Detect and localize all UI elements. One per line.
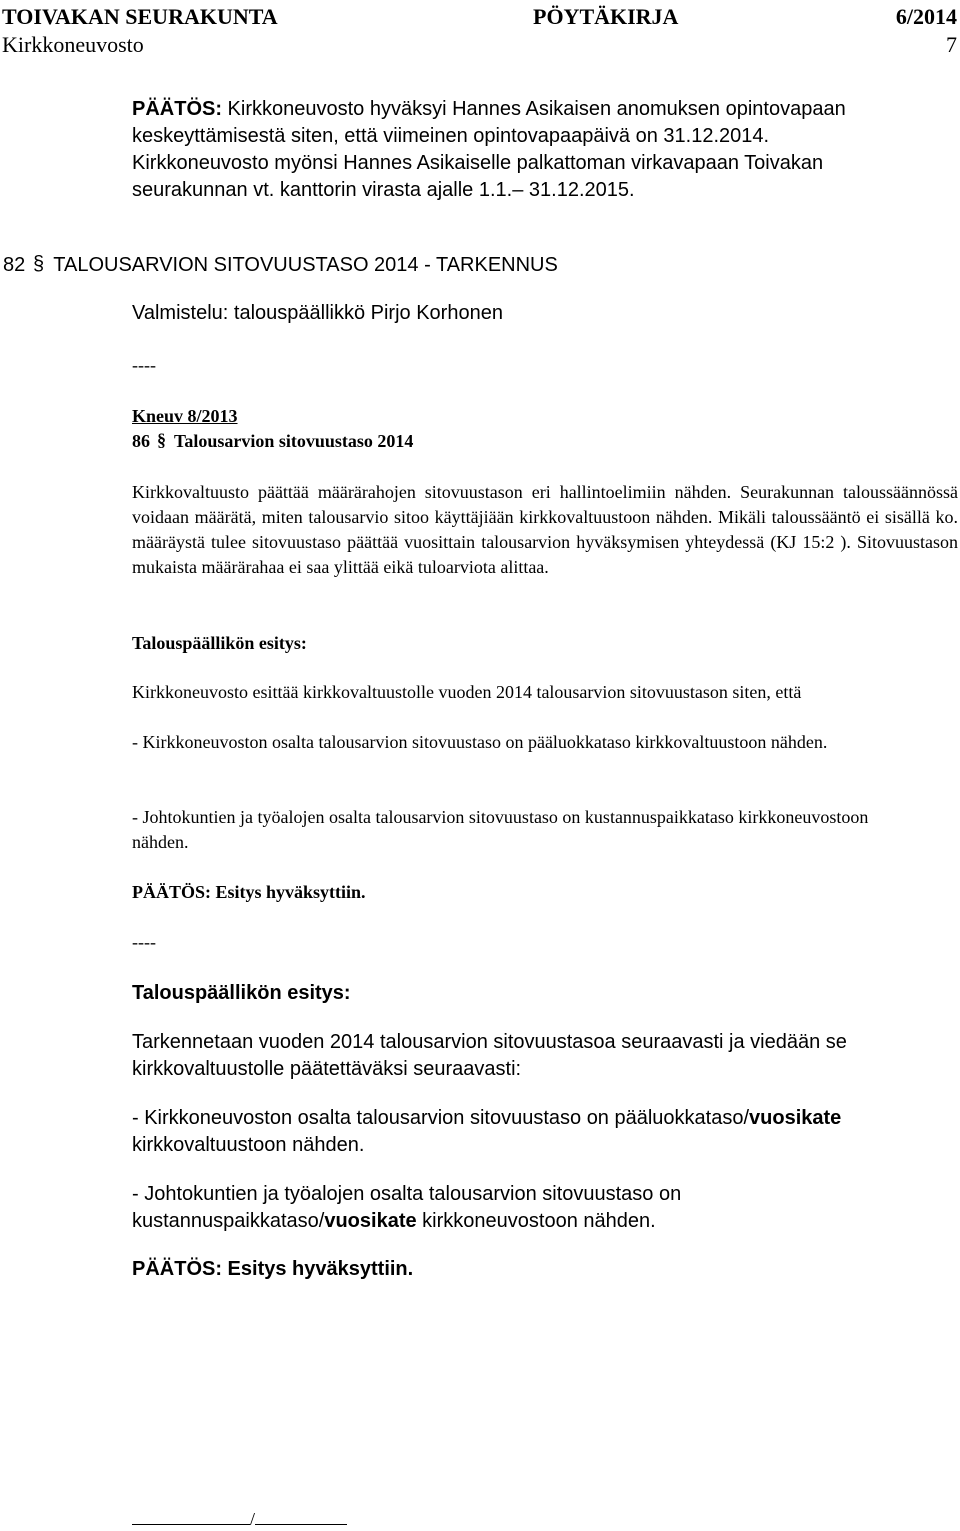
signature-initials-line	[132, 1508, 347, 1529]
proposal-heading-2: Talouspäällikön esitys:	[132, 982, 351, 1004]
separator: ----	[132, 355, 156, 375]
background-paragraph: Kirkkovaltuusto päättää määrärahojen sitovuustason eri hallintoelimiin nähden. Seurakunnan taloussäännössä voidaan määrätä, miten talousarvio sitoo käyttäjiään kirkkovaltuustoon nähden. Mikäli taloussääntö ei sisällä ko. määräystä tulee sitovuustaso päättää vuosittain talousarvion hyväksymisen yhteydessä (KJ 15:2 ). Sitovuustason mukaista määrärahaa ei saa ylittää eikä tuloarviota alittaa.	[132, 482, 958, 577]
proposal-1-item-2: - Johtokuntien ja työalojen osalta talousarvion sitovuustaso on kustannuspaikkataso kirkkoneuvostoon nähden.	[132, 807, 869, 852]
page-header	[0, 4, 960, 60]
decision-1: PÄÄTÖS: Esitys hyväksyttiin.	[132, 882, 366, 902]
proposal-2-intro: Tarkennetaan vuoden 2014 talousarvion sitovuustasoa seuraavasti ja viedään se kirkkovaltuustolle päätettäväksi seuraavasti:	[132, 1031, 847, 1080]
svg-text:§: §	[157, 431, 166, 450]
page-number: 7	[946, 32, 957, 57]
document-type: PÖYTÄKIRJA	[533, 4, 679, 29]
reference-line: Kneuv 8/2013	[132, 406, 238, 426]
proposal-2-item-1: - Kirkkoneuvoston osalta talousarvion sitovuustaso on pääluokkataso/vuosikate kirkkovaltuustoon nähden.	[132, 1107, 842, 1156]
reference-heading	[132, 429, 958, 454]
initials-separator: /	[250, 1509, 256, 1529]
proposal-heading-1: Talouspäällikön esitys:	[132, 633, 307, 653]
reference-title: Talousarvion sitovuustaso 2014	[174, 431, 414, 451]
previous-decision	[132, 96, 902, 204]
svg-text:§: §	[33, 253, 45, 275]
section-title: TALOUSARVION SITOVUUSTASO 2014 - TARKENNUS	[53, 254, 558, 276]
preparation-line: Valmistelu: talouspäällikkö Pirjo Korhonen	[132, 302, 503, 324]
proposal-1-item-1: - Kirkkoneuvoston osalta talousarvion sitovuustaso on pääluokkataso kirkkovaltuustoon nähden.	[132, 732, 828, 752]
reference-number: 86	[132, 431, 150, 451]
section-number: 82	[3, 254, 26, 276]
initials-blank-1	[132, 1508, 250, 1525]
previous-decision-paragraph-1: PÄÄTÖS: Kirkkoneuvosto hyväksyi Hannes Asikaisen anomuksen opintovapaan keskeyttämisestä siten, että viimeinen opintovapaapäivä on 31.12.2014.	[132, 98, 846, 147]
previous-decision-paragraph-2: Kirkkoneuvosto myönsi Hannes Asikaiselle palkattoman virkavapaan Toivakan seurakunnan vt. kanttorin virasta ajalle 1.1.– 31.12.2015.	[132, 152, 824, 201]
proposal-1-intro: Kirkkoneuvosto esittää kirkkovaltuustolle vuoden 2014 talousarvion sitovuustason siten, että	[132, 682, 802, 702]
proposal-2-item-2: - Johtokuntien ja työalojen osalta talousarvion sitovuustaso on kustannuspaikkataso/vuosikate kirkkoneuvostoon nähden.	[132, 1183, 682, 1232]
document-number: 6/2014	[895, 4, 957, 29]
decision-label: PÄÄTÖS:	[132, 98, 222, 120]
section-sign-icon	[32, 253, 46, 275]
initials-blank-2	[255, 1508, 347, 1525]
section-heading	[0, 252, 958, 278]
decision-2: PÄÄTÖS: Esitys hyväksyttiin.	[132, 1258, 414, 1280]
section-sign-icon	[156, 431, 168, 451]
body-name: Kirkkoneuvosto	[2, 32, 144, 57]
separator: ----	[132, 932, 156, 952]
organization-name: TOIVAKAN SEURAKUNTA	[2, 4, 278, 29]
